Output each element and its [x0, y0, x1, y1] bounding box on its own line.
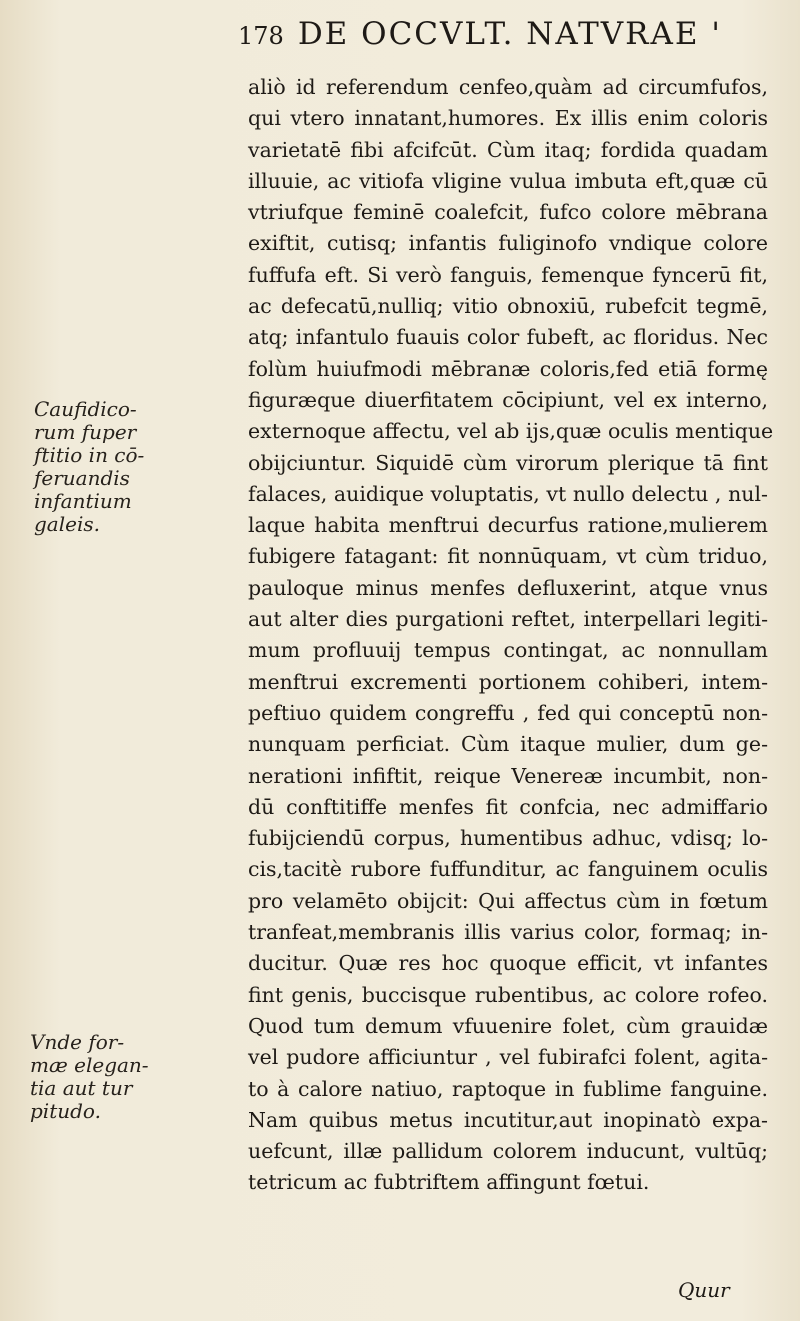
marginal-note-line: tia aut tur	[30, 1076, 133, 1100]
text-line: aut alter dies purgationi reftet, interpellari legiti-	[248, 607, 768, 632]
text-line: externoque affectu, vel ab ijs,quæ oculis mentique	[248, 419, 774, 444]
text-line: tetricum ac fubtriftem affingunt fœtui.	[248, 1170, 650, 1195]
marginal-note	[34, 398, 144, 536]
text-line: illuuie, ac vitiofa vligine vulua imbuta eft,quæ cū	[248, 168, 768, 193]
text-line: exiftit, cutisq; infantis fuliginofo vndique colore	[248, 231, 768, 256]
text-line: pro velamēto obijcit: Qui affectus cùm in fœtum	[248, 888, 768, 913]
text-line: nunquam perficiat. Cùm itaque mulier, dum ge-	[248, 732, 768, 757]
text-line: ducitur. Quæ res hoc quoque efficit, vt infantes	[248, 951, 768, 976]
text-line: atq; infantulo fuauis color fubeft, ac floridus. Nec	[248, 325, 768, 350]
running-title: DE OCCVLT. NATVRAE '	[297, 16, 722, 52]
text-line: falaces, auidique voluptatis, vt nullo delectu , nul-	[248, 481, 768, 506]
text-line: aliò id referendum cenfeo,quàm ad circumfufos,	[248, 75, 768, 99]
text-line: figuræque diuerfitatem cōcipiunt, vel ex interno,	[248, 387, 768, 412]
text-line: dū conftitiffe menfes fit confcia, nec admiffario	[248, 794, 768, 819]
page-number: 178	[238, 22, 284, 50]
text-line: to à calore natiuo, raptoque in fublime fanguine.	[248, 1076, 768, 1101]
marginal-note-line: rum fuper	[34, 420, 137, 444]
text-line: vel pudore afficiuntur , vel fubirafci folent, agita-	[248, 1045, 768, 1070]
marginal-note-line: galeis.	[34, 512, 100, 536]
text-line: uefcunt, illæ pallidum colorem inducunt, vultūq;	[248, 1139, 768, 1164]
text-line: fint genis, buccisque rubentibus, ac colore rofeo.	[248, 982, 768, 1007]
text-line: cis,tacitè rubore fuffunditur, ac fanguinem oculis	[248, 857, 768, 882]
text-line: pauloque minus menfes defluxerint, atque vnus	[248, 575, 768, 600]
text-line: qui vtero innatant,humores. Ex illis enim coloris	[248, 106, 768, 131]
marginal-note-line: infantium	[34, 489, 132, 513]
text-line: mum profluuij tempus contingat, ac nonnullam	[248, 638, 768, 663]
marginal-note-line: mæ elegan-	[30, 1053, 149, 1077]
page-header	[238, 16, 758, 52]
text-line: menftrui excrementi portionem cohiberi, intem-	[248, 669, 768, 694]
text-line: varietatē fibi afcifcūt. Cùm itaq; fordida quadam	[248, 137, 768, 162]
text-line: Nam quibus metus incutitur,aut inopinatò expa-	[248, 1107, 768, 1132]
text-line: folùm huiufmodi mēbranæ coloris,fed etiā formę	[248, 356, 768, 381]
marginal-note-line: feruandis	[34, 466, 130, 490]
text-line: fubijciendū corpus, humentibus adhuc, vdisq; lo-	[248, 826, 768, 851]
text-line: vtriufque feminē coalefcit, fufco colore mēbrana	[248, 200, 768, 225]
marginal-note-line: ftitio in cō-	[34, 443, 145, 467]
text-line: obijciuntur. Siquidē cùm virorum plerique tā fint	[248, 450, 768, 475]
marginal-note-line: Caufidico-	[34, 397, 137, 421]
text-line: fubigere fatagant: fit nonnūquam, vt cùm triduo,	[248, 544, 768, 569]
text-line: nerationi infiftit, reique Venereæ incumbit, non-	[248, 763, 768, 788]
text-line: ac defecatū,nulliq; vitio obnoxiū, rubefcit tegmē,	[248, 294, 768, 319]
marginal-note-line: Vnde for-	[30, 1030, 125, 1054]
marginal-note-line: pitudo.	[30, 1099, 101, 1123]
catchword: Quur	[678, 1278, 730, 1302]
text-line: laque habita menftrui decurfus ratione,mulierem	[248, 513, 768, 538]
text-line: peftiuo quidem congreffu , fed qui conceptū non-	[248, 700, 768, 725]
text-line: fuffufa eft. Si verò fanguis, femenque fyncerū fit,	[248, 262, 768, 287]
main-text-block	[248, 72, 774, 1199]
text-line: Quod tum demum vfuuenire folet, cùm grauidæ	[248, 1013, 768, 1038]
text-line: tranfeat,membranis illis varius color, formaq; in-	[248, 920, 768, 945]
marginal-note	[30, 1031, 149, 1123]
